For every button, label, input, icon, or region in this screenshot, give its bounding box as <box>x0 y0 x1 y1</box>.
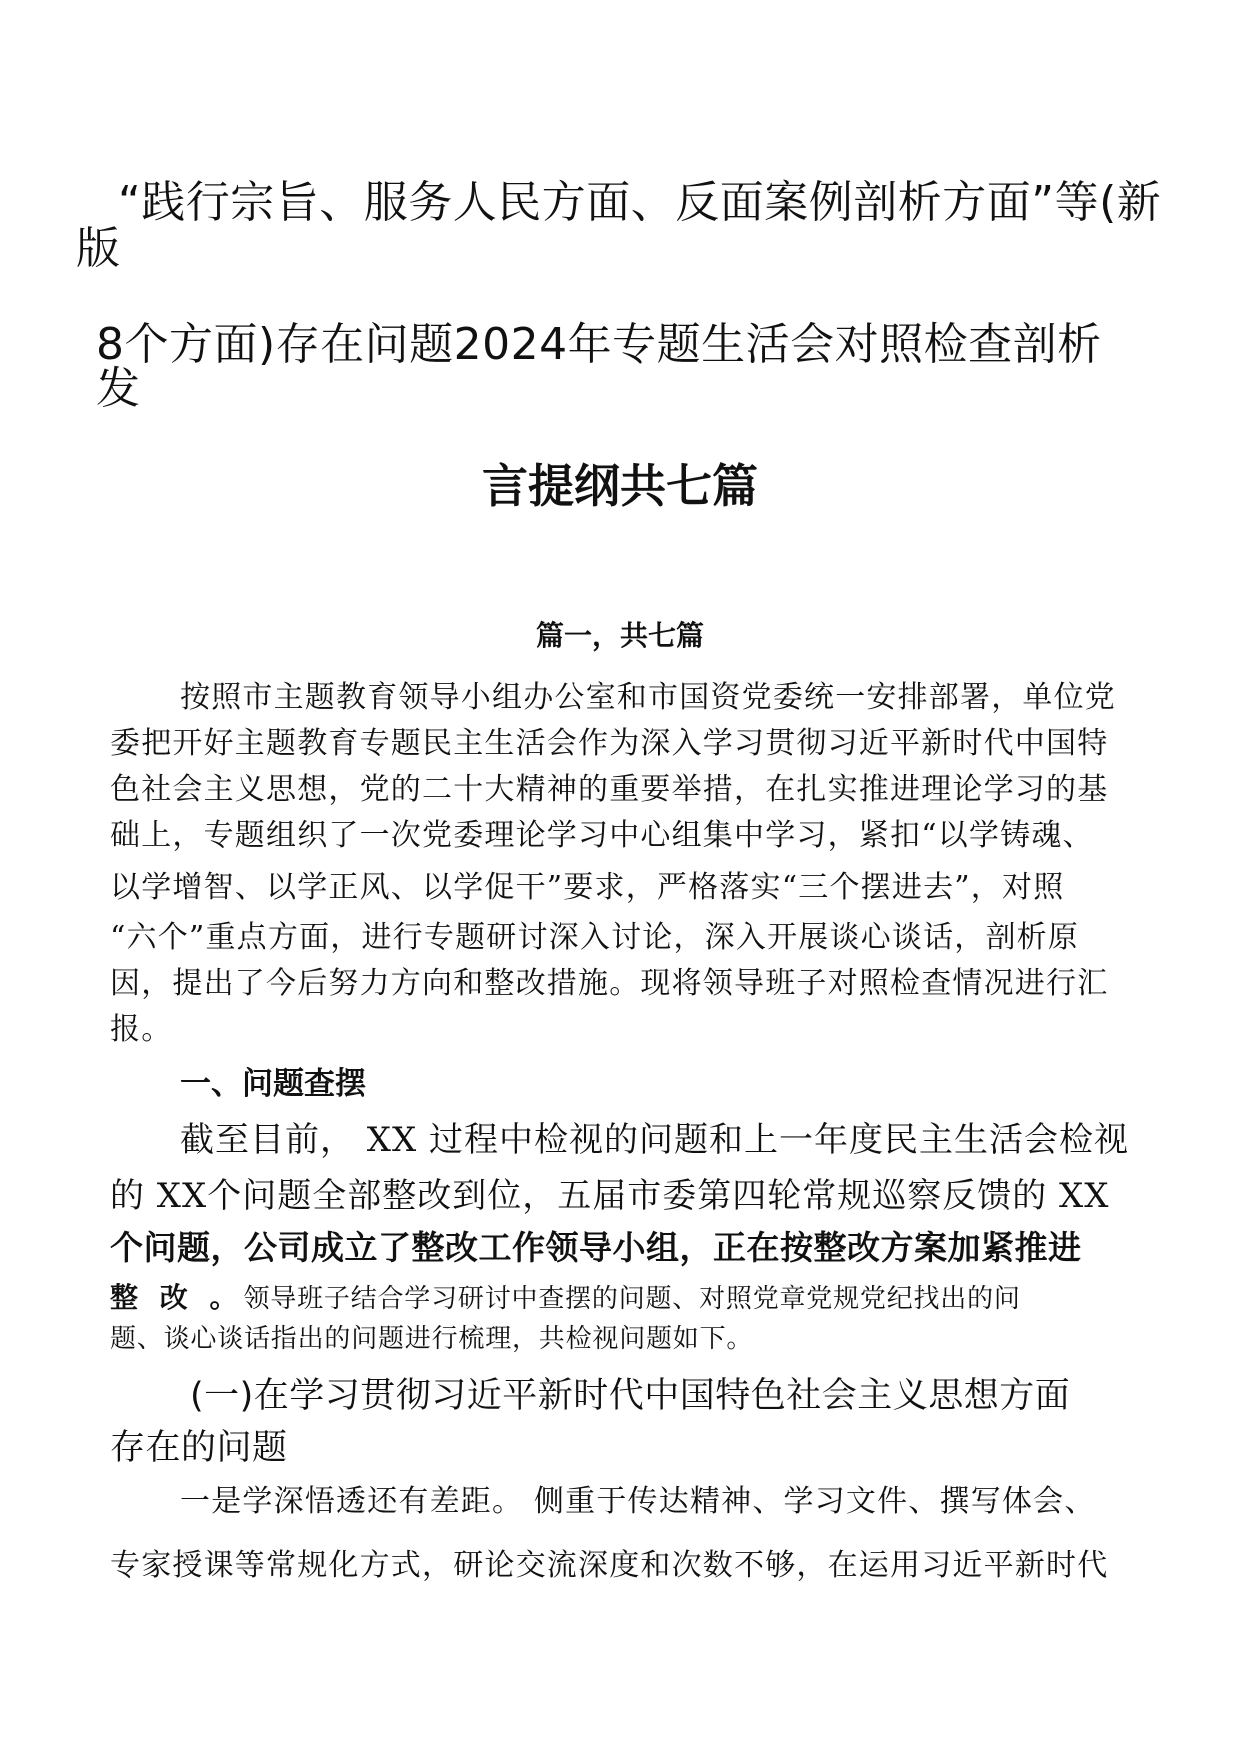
subsection-heading-line: 存在的问题 <box>110 1428 288 1468</box>
section-paragraph-line: 题、谈心谈话指出的问题进行梳理，共检视问题如下。 <box>110 1324 754 1354</box>
point-paragraph-line: 一是学深悟透还有差距。 侧重于传达精神、学习文件、撰写体会、 <box>180 1484 1096 1519</box>
document-title-line-2: 版 <box>76 223 121 274</box>
section-paragraph-text-fragment: 领导班子结合学习研讨中查摆的问题、对照党章党规党纪找出的问 <box>243 1284 1021 1314</box>
intro-paragraph-line: 础上，专题组织了一次党委理论学习中心组集中学习，紧扣“以学铸魂、 <box>110 818 1094 853</box>
chapter-title: 篇一，共七篇 <box>535 619 704 652</box>
section-paragraph-bold-line: 个问题，公司成立了整改工作领导小组，正在按整改方案加紧推进 <box>110 1228 1082 1267</box>
section-paragraph-line: 的 XX个问题全部整改到位，五届市委第四轮常规巡察反馈的 XX <box>110 1176 1110 1216</box>
document-title-line-4: 发 <box>96 363 141 414</box>
section-paragraph-bold-fragment: 整 改 。 <box>110 1281 244 1314</box>
section-paragraph-line: 截至目前， XX 过程中检视的问题和上一年度民主生活会检视 <box>180 1120 1130 1160</box>
intro-paragraph-line: 以学增智、以学正风、以学促干”要求，严格落实“三个摆进去”，对照 <box>110 870 1065 905</box>
point-paragraph-line: 专家授课等常规化方式，研论交流深度和次数不够，在运用习近平新时代 <box>110 1548 1109 1583</box>
intro-paragraph-line: 色社会主义思想，党的二十大精神的重要举措，在扎实推进理论学习的基 <box>110 772 1109 807</box>
intro-paragraph-line: 委把开好主题教育专题民主生活会作为深入学习贯彻习近平新时代中国特 <box>110 726 1109 761</box>
section-heading: 一、问题查摆 <box>180 1066 366 1102</box>
intro-paragraph-line: 因，提出了今后努力方向和整改措施。现将领导班子对照检查情况进行汇 <box>110 966 1109 1001</box>
intro-paragraph-line: 报。 <box>110 1012 173 1047</box>
intro-paragraph-line: 按照市主题教育领导小组办公室和市国资党委统一安排部署，单位党 <box>180 680 1116 715</box>
document-title-line-1: “践行宗旨、服务人民方面、反面案例剖析方面”等(新 <box>118 177 1162 228</box>
section-paragraph-mixed-line <box>110 1276 1021 1316</box>
document-title-line-5: 言提纲共七篇 <box>482 459 758 513</box>
intro-paragraph-line: “六个”重点方面，进行专题研讨深入讨论，深入开展谈心谈话，剖析原 <box>110 920 1080 955</box>
document-title-line-3: 8个方面)存在问题2024年专题生活会对照检查剖析 <box>96 319 1102 370</box>
subsection-heading-line: (一)在学习贯彻习近平新时代中国特色社会主义思想方面 <box>190 1376 1071 1416</box>
